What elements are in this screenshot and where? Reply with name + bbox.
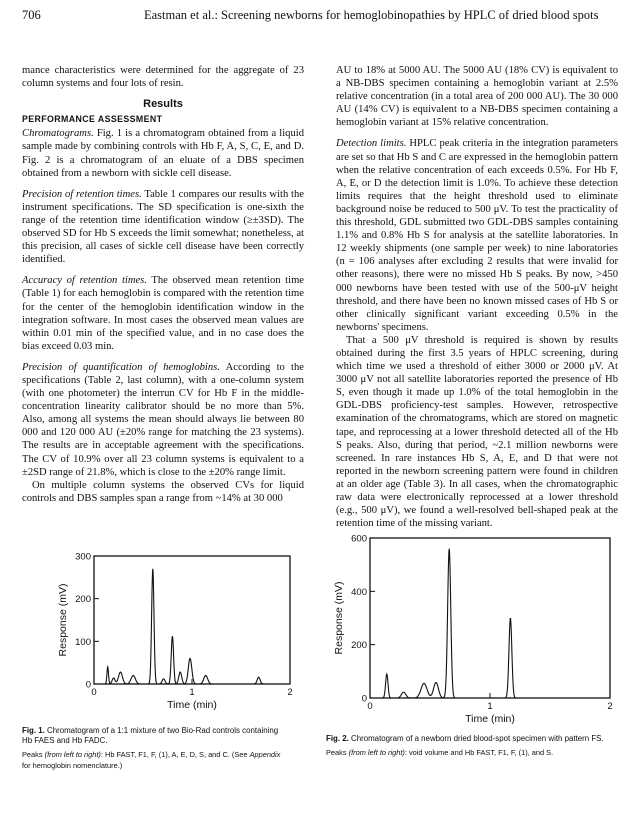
y-tick-label: 300 (75, 551, 91, 563)
x-tick-label: 1 (189, 687, 195, 698)
run-in-heading: Detection limits. (336, 138, 407, 150)
peaks-order: (from left to right) (44, 750, 101, 760)
y-tick-label: 600 (351, 533, 367, 545)
y-tick-label: 0 (361, 693, 367, 705)
paragraph: mance characteristics were determined for the aggregate of 23 column systems and four lots of resin. (22, 65, 304, 90)
figure-1 (22, 548, 312, 778)
x-tick-label: 0 (367, 701, 373, 712)
figure-2-caption (326, 734, 614, 758)
running-head: Eastman et al.: Screening newborns for hemoglobinopathies by HPLC of dried blood spots (144, 8, 599, 22)
y-tick-label: 0 (85, 679, 91, 691)
paragraph (336, 137, 618, 333)
paragraph: On multiple column systems the observed CVs for liquid controls and DBS samples span a range from ~14% at 30 000 (22, 479, 304, 504)
paragraph-text: Fig. 1 is a chromatogram obtained from a liquid sample made by combining controls with Hb F, A, S, C, E, and D. Fig. 2 is a chromatogram of an eluate of a DBS specimen obtained from a newborn with sickle cell disease. (22, 128, 304, 179)
peaks-text: : Hb FAST, F1, F, (1), A, E, D, S, and C. (See (100, 750, 250, 760)
paragraph-text: According to the specifications (Table 2, last column), with a one-column system (with one photometer) the interrun CV for Hb F in the middle-concentration linearity calibrator should be no more than 5%. Also, among all systems the mean should always lie between 80 000 and 120 000 AU (±20% range for matching the 23 systems). The results are in acceptable agreement with the specifications. The CV of 10.9% over all 23 column systems is equivalent to a ±2SD range of 21.8%, which is close to the ±20% range limit. (22, 361, 305, 478)
run-in-heading: Chromatograms. (22, 128, 94, 140)
run-in-heading: Precision of quantification of hemoglobins. (22, 361, 220, 373)
paragraph (22, 188, 304, 267)
left-column (22, 64, 304, 513)
y-tick-label: 200 (75, 594, 91, 606)
figure-1-caption (22, 726, 284, 771)
x-axis-label: Time (min) (465, 713, 515, 725)
paragraph: AU to 18% at 5000 AU. The 5000 AU (18% CV) is equivalent to a NB-DBS specimen containing a hemoglobin variant at 2.5% relative concentration (in a total area of 200 000 AU). The 30 000 AU (14% CV) is equivalent to a NB-DBS specimen containing a hemoglobin variant at 15% relative concentration. (336, 65, 618, 129)
caption-peaks (22, 750, 284, 770)
paragraph (22, 274, 304, 353)
caption-text: Chromatogram of a newborn dried blood-spot specimen with pattern FS. (348, 734, 604, 743)
plot-frame (370, 538, 610, 698)
y-tick-label: 400 (351, 586, 367, 598)
peaks-prefix: Peaks (22, 750, 45, 760)
caption-label: Fig. 2. (326, 734, 349, 743)
x-tick-label: 2 (287, 687, 293, 698)
plot-frame (94, 556, 290, 684)
x-tick-label: 2 (607, 701, 613, 712)
y-axis-label: Response (mV) (57, 583, 69, 657)
paragraph-text: Table 1 compares our results with the instrument specifications. The SD specification is one-sixth the range of the retention time identification window (≥±3SD). The observed SD for Hb S exceeds the limit somewhat; nonetheless, at this precision, all cases of sickle cell disease have been correctly identified. (22, 188, 304, 266)
y-tick-label: 200 (351, 640, 367, 652)
run-in-heading: Accuracy of retention times. (22, 275, 147, 287)
y-axis-label: Response (mV) (333, 581, 345, 655)
paragraph (22, 361, 304, 479)
figure-1-chromatogram (22, 548, 312, 720)
x-tick-label: 1 (487, 701, 493, 712)
paragraph: That a 500 μV threshold is required is shown by results obtained during the first 3.5 years of HPLC screening, during which time we used a threshold of either 3000 or 2000 μV. At 3000 μV not all satellite laboratories reported the presence of Hb S, even though it made up 1.0% of the total hemoglobin in the GDL-DBS proficiency-test samples. However, retrospective examination of the chromatograms, which are stored on magnetic tape, and reprocessing at a lower threshold detected all of the Hb S peaks. Also, during that period, ~2.1 million newborns were screened. In rare instances Hb S, A, E, and D that were not reported in the newborn screening pattern were found in children at an older age (Table 3). In all cases, when the chromatographic raw data were electronically reprocessed at a lower threshold (e.g., 500 μV), we found a well-resolved bell-shaped peak at the retention time of the missing variant. (336, 334, 618, 530)
figure-2-chromatogram (326, 530, 622, 732)
paragraph (22, 127, 304, 179)
page-number: 706 (22, 8, 41, 22)
figure-2 (326, 530, 622, 800)
x-tick-label: 0 (91, 687, 97, 698)
run-in-heading: Precision of retention times. (22, 188, 142, 200)
peaks-text: : void volume and Hb FAST, F1, F, (1), and S. (404, 748, 554, 758)
caption-peaks (326, 748, 614, 758)
caption-text: Chromatogram of a 1:1 mixture of two Bio-Rad controls containing Hb FAES and Hb FADC. (22, 726, 279, 746)
paragraph-text: The observed mean retention time (Table 1) for each hemoglobin is compared with the retention time for the center of the hemoglobin identification window in the integration software. In most cases the observed mean values are within 0.01 min of the specified value, and in no case does the bias exceed 0.03 min. (22, 275, 305, 352)
chromatogram-trace (94, 569, 290, 684)
right-column (336, 64, 618, 538)
chromatogram-trace (370, 549, 610, 698)
caption-label: Fig. 1. (22, 726, 45, 735)
peaks-prefix: Peaks (326, 748, 349, 758)
y-tick-label: 100 (75, 636, 91, 648)
peaks-tail: for hemoglobin nomenclature.) (22, 760, 123, 770)
subsection-heading: PERFORMANCE ASSESSMENT (22, 114, 163, 125)
section-heading-results: Results (143, 98, 183, 111)
x-axis-label: Time (min) (167, 699, 217, 711)
peaks-appendix: Appendix (249, 750, 281, 760)
peaks-order: (from left to right) (348, 748, 405, 758)
paragraph-text: HPLC peak criteria in the integration parameters are set so that Hb S and C are expressed in the hemoglobin pattern when the relative concentration of each exceeds 0.5%. For Hb F, A, E, or D the detection limit is 1.0%. To achieve these detection limits requires that the height threshold used to eliminate background noise be reduced to 500 μV. To test the practicality of this threshold, GDL submitted two GDL-DBS samples containing 1.1% and 0.8% Hb S for analysis at the satellite laboratories. In 12 weekly shipments (one sample per week) to nine laboratories (n = 106 analyses after excluding 2 results that were invalid for other reasons), there were no missed Hb S peaks. By now, >450 000 newborns have been tested with use of the 500-μV height threshold, and there have been no known missed cases of Hb S or other clinically significant variant exceeding 0.5% in the newborns' specimens. (336, 138, 618, 333)
page-header (22, 8, 618, 24)
